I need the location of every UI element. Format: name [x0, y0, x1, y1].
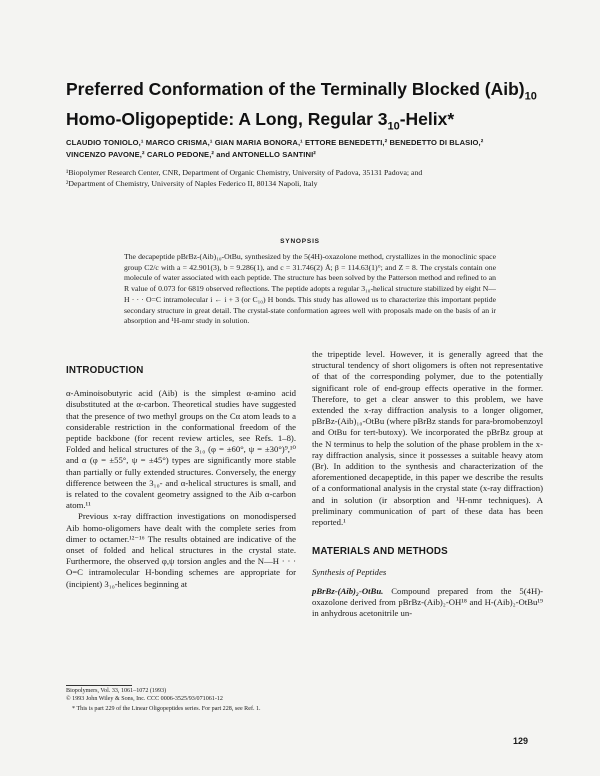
methods-paragraph-1: pBrBz-(Aib)₂-OtBu. Compound prepared from the 5(4H)-oxazolone derived from pBrBz-(Aib)₂-OH¹⁸ and H-(Aib)₂-OtBu¹⁹ in anhydrous acetonitrile un-	[312, 585, 543, 619]
left-column	[66, 365, 296, 590]
synthesis-subheading: Synthesis of Peptides	[312, 567, 387, 578]
journal-citation: Biopolymers, Vol. 33, 1061–1072 (1993)	[66, 688, 167, 694]
author-list	[66, 137, 546, 161]
title-line-1: Preferred Conformation of the Terminally Blocked $(Aib)_{10}$	[66, 79, 537, 103]
affiliation-2: ²Department of Chemistry, University of Naples Federico II, 80134 Napoli, Italy	[66, 179, 318, 188]
article-title	[66, 78, 546, 137]
footnotes	[66, 688, 296, 714]
right-column	[312, 349, 543, 619]
page-number: 129	[513, 736, 529, 746]
intro-paragraph-1: α-Aminoisobutyric acid (Aib) is the simplest α-amino acid disubstituted at the α-carbon. Theoretical studies have suggested that the presence of two methyl groups on the Cα atom leads to a considerable restriction in the conformational freedom of the peptide backbone (for recent review articles, see Refs. 1–8). Folded and helical structures of the 3₁₀ (φ = ±60°, ψ = ±30°)⁹,¹⁰ and α (φ = ±55°, ψ = ±45°) types are significantly more stable than partially or fully extended structures. Conversely, the energy difference between the 3₁₀- and α-helical structures is small, and is related to the covalent geometry assigned to the Aib α-carbon atom.¹¹	[66, 388, 296, 511]
affiliations	[66, 167, 546, 189]
affiliation-1: ¹Biopolymer Research Center, CNR, Department of Organic Chemistry, University of Padova, 35131 Padova; and	[66, 168, 423, 177]
footnote-star: * This is part 229 of the Linear Oligopeptides series. For part 228, see Ref. 1.	[72, 706, 261, 712]
authors-line-1: CLAUDIO TONIOLO,¹ MARCO CRISMA,¹ GIAN MARIA BONORA,¹ ETTORE BENEDETTI,² BENEDETTO DI BLASIO,²	[66, 138, 484, 147]
methods-heading: MATERIALS AND METHODS	[312, 546, 448, 558]
introduction-heading: INTRODUCTION	[66, 365, 144, 376]
synopsis-heading: SYNOPSIS	[280, 238, 320, 245]
intro-paragraph-3: the tripeptide level. However, it is generally agreed that the structural tendency of short oligomers is often not representative of that of the corresponding polymer, due to the potentially significant role of end-group effects operative in the former. Therefore, to get a clear answer to this problem, we have extended the x-ray diffraction analysis to a longer oligomer, pBrBz-(Aib)₁₀-OtBu (where pBrBz stands for para-bromobenzoyl and OtBu for tert-butoxy). We incorporated the pBrBz group at the N terminus to help the solution of the phase problem in the x-ray diffraction analysis, since it possesses a suitable heavy atom (Br). In addition to the synthesis and characterization of the aforementioned decapeptide, in this paper we describe the results of a conformational analysis in the crystal state (x-ray diffraction) and in solution (ir absorption and ¹H-nmr techniques). A preliminary communication of part of these data has been reported.¹	[312, 349, 543, 528]
synopsis-text: The decapeptide pBrBz-(Aib)₁₀-OtBu, synthesized by the 5(4H)-oxazolone method, crystallizes in the monoclinic space group C2/c with a = 42.901(3), b = 9.286(1), and c = 31.746(2) Å; β = 114.63(1)°; and Z = 8. The crystals contain one molecule of water associated with each peptide. The structure has been solved by the Patterson method and refined to an R value of 0.073 for 6819 observed reflections. The peptide adopts a regular 3₁₀-helical structure stabilized by eight N—H · · · O=C intramolecular i ← i + 3 (or C₁₀) H bonds. This study has allowed us to characterize this important peptide secondary structure in great detail. The crystal-state conformation agrees well with proposals made on the basis of an ir absorption and ¹H-nmr study in solution.	[124, 252, 496, 326]
footnote-rule	[66, 685, 132, 686]
intro-paragraph-2: Previous x-ray diffraction investigations on monodispersed Aib homo-oligomers have dealt with the complete series from dimer to octamer.¹²⁻¹⁶ The results obtained are indicative of the onset of folded and helical structures in the crystal state. Furthermore, the observed φ,ψ torsion angles and the N—H · · · O=C intramolecular H-bonding schemes are appropriate for (incipient) 3₁₀-helices beginning at	[66, 511, 296, 589]
copyright-line: © 1993 John Wiley & Sons, Inc. CCC 0006-3525/93/071061-12	[66, 695, 223, 702]
title-line-2: Homo-Oligopeptide: A Long, Regular $3_{10}-Helix*$	[66, 108, 455, 132]
authors-line-2: VINCENZO PAVONE,² CARLO PEDONE,² and ANTONELLO SANTINI²	[66, 150, 316, 159]
